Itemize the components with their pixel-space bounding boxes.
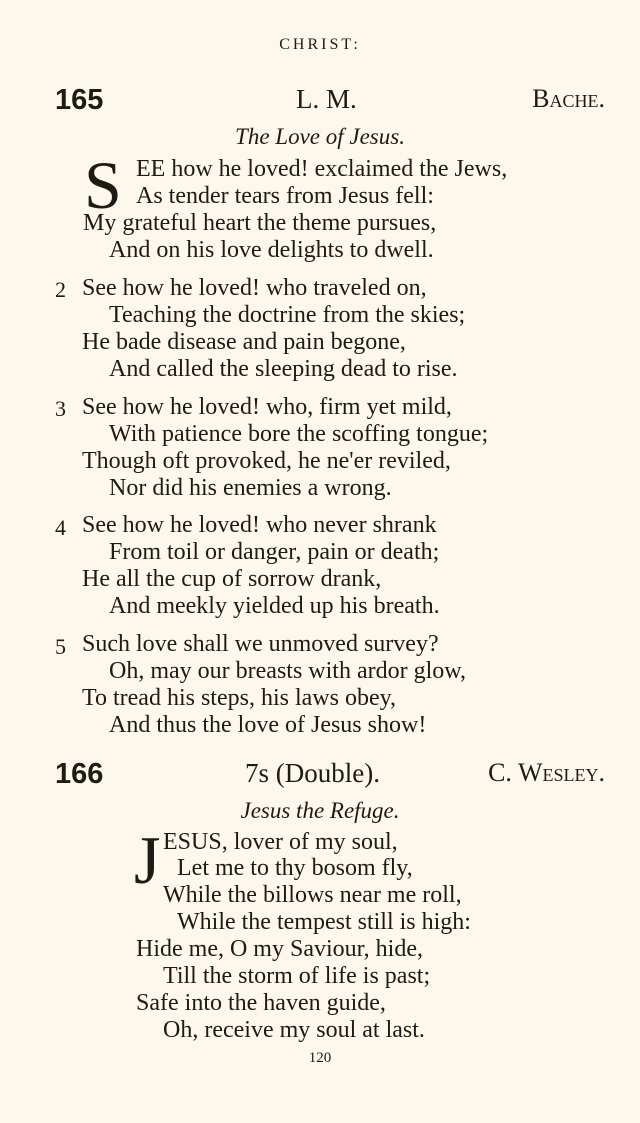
drop-cap: J [134,822,161,898]
hymn-header [0,84,640,124]
verse-line: Hide me, O my Saviour, hide, [136,936,423,962]
verse-line: See how he loved! who traveled on, [82,275,427,301]
verse-line: Oh, may our breasts with ardor glow, [109,658,467,684]
hymn-meter: 7s (Double). [245,758,380,788]
verse-line: ESUS, lover of my soul, [163,829,398,855]
hymn-title: The Love of Jesus. [235,124,405,149]
verse-line: My grateful heart the theme pursues, [83,210,437,236]
verse-line: See how he loved! who never shrank [82,512,437,538]
verse-line: Till the storm of life is past; [163,963,431,989]
page-number: 120 [308,1050,332,1066]
verse-line: And called the sleeping dead to rise. [109,356,458,382]
verse-number: 4 [55,515,66,540]
verse-line: While the billows near me roll, [163,882,462,908]
hymn-title: Jesus the Refuge. [240,798,400,823]
verse-line: Oh, receive my soul at last. [163,1017,425,1043]
drop-cap: S [84,147,122,223]
verse-line: He all the cup of sorrow drank, [82,566,382,592]
verse-line: And thus the love of Jesus show! [109,712,427,738]
verse-line: Teaching the doctrine from the skies; [109,302,466,328]
verse-line: Such love shall we unmoved survey? [82,631,439,657]
hymn-author: C. Wesley. [488,758,605,787]
verse-line: From toil or danger, pain or death; [109,539,440,565]
verse-line: As tender tears from Jesus fell: [136,183,434,209]
verse-number: 5 [55,634,66,659]
verse-line: See how he loved! who, firm yet mild, [82,394,452,420]
verse-line: He bade disease and pain begone, [82,329,406,355]
verse-line: Nor did his enemies a wrong. [109,475,392,501]
verse-line: And meekly yielded up his breath. [109,593,440,619]
verse-number: 2 [55,277,66,302]
verse-line: With patience bore the scoffing tongue; [109,421,489,447]
hymn-meter: L. M. [296,84,357,114]
verse-line: Though oft provoked, he ne'er reviled, [82,448,451,474]
hymn-header [0,758,640,798]
verse-line: Let me to thy bosom fly, [177,855,413,881]
hymn-number: 165 [55,84,104,116]
verse-line: Safe into the haven guide, [136,990,386,1016]
verse-line: And on his love delights to dwell. [109,237,434,263]
hymn-author: Bache. [532,84,605,113]
running-head: CHRIST: [279,36,361,53]
verse-line: While the tempest still is high: [177,909,471,935]
verse-line: To tread his steps, his laws obey, [82,685,397,711]
verse-number: 3 [55,396,66,421]
verse-line: EE how he loved! exclaimed the Jews, [136,156,508,182]
hymn-number: 166 [55,758,104,790]
